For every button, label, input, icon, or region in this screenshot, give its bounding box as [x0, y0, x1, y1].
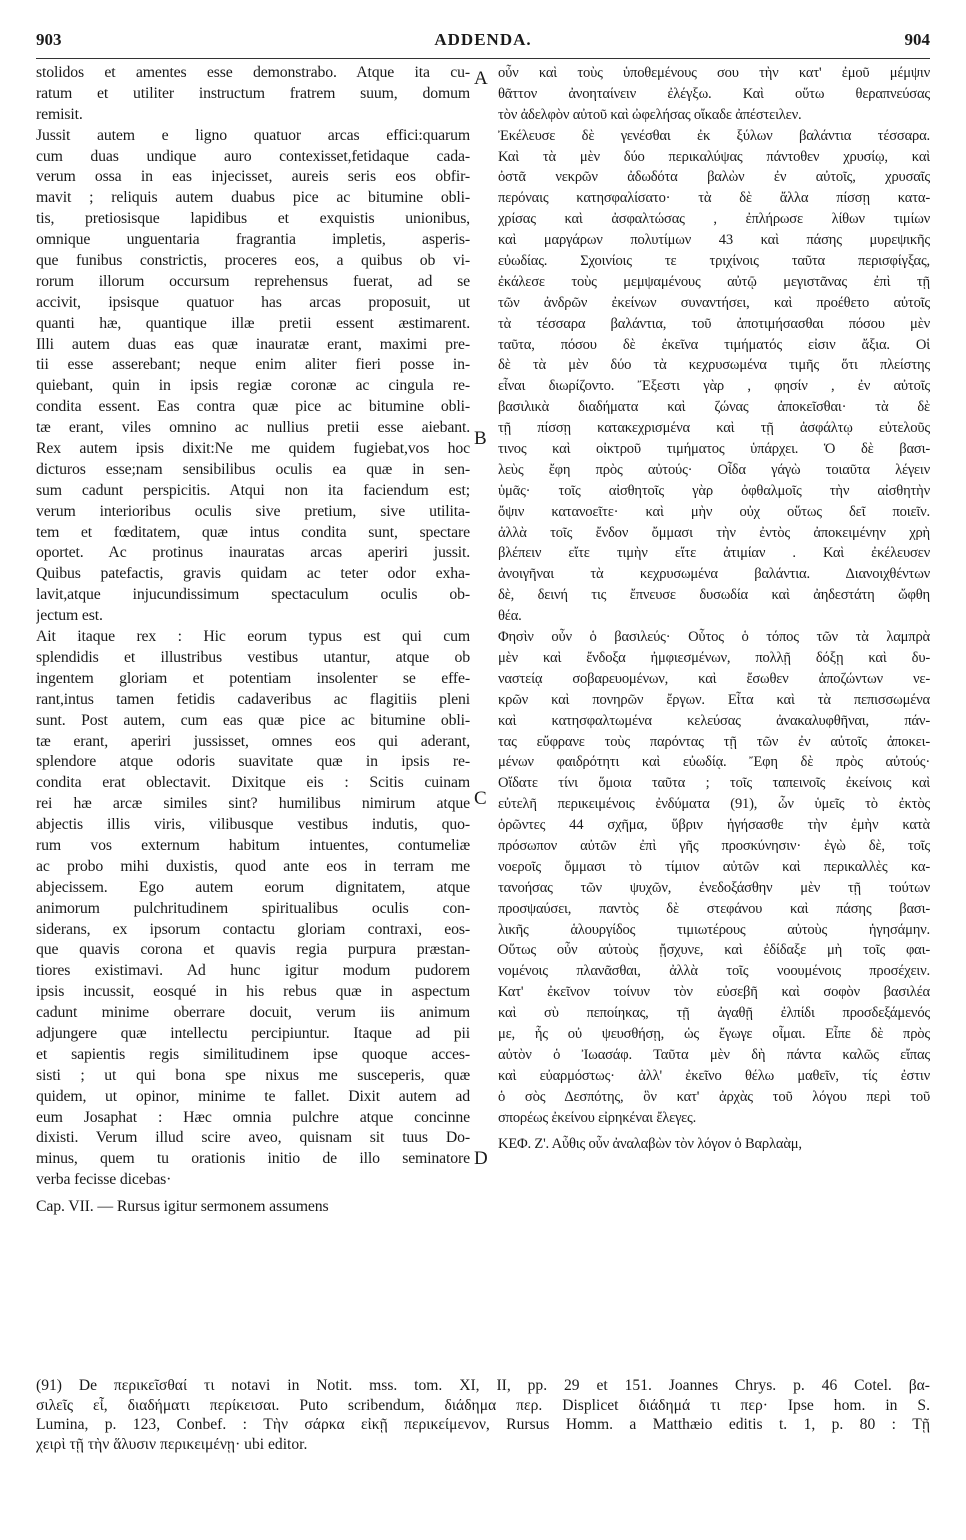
latin-line: rorum illorum occursum reprehensus fuerat, ad se: [36, 272, 470, 290]
greek-line: ταῦτα, πόσου δὲ ἐκεῖνα τιμήματός εἰσιν ἄξια. Οἱ: [498, 336, 930, 353]
latin-column: [36, 63, 470, 1218]
latin-line: tii esse asserebant; neque enim aliter fieri posse in-: [36, 356, 470, 374]
margin-marker-b: B: [474, 428, 487, 449]
margin-marker-d: D: [474, 1148, 488, 1169]
latin-line: splendore atque odoris suavitate quæ in ipsis re-: [36, 753, 470, 771]
greek-line: καὶ κατησφαλτωμένα κελεύσας ἀνακαλυφθῆναι, πάν-: [498, 712, 930, 729]
greek-line: Οὕτως οὖν αὐτοὺς ᾔσχυνε, καὶ ἐδίδαξε μὴ τοῖς φαι-: [498, 942, 930, 959]
greek-line: αὐτὸν ὁ Ἰωασάφ. Ταῦτα μὲν δὴ πάντα καλῶς εἴπας: [498, 1046, 930, 1063]
latin-line: adjungere quæ intellectu percipiuntur. Itaque ad pii: [36, 1024, 470, 1042]
greek-line: τῇ πίσσῃ κατακεχρισμένα καὶ τῇ ἀσφάλτῳ εὐτελοῦς: [498, 420, 930, 437]
latin-line: Ait itaque rex : Hic eorum typus est qui cum: [36, 628, 470, 646]
latin-line: ipsis incussit, eosqué in his rebus quæ in aspectum: [36, 983, 470, 1001]
footnote-line: σιλεῖς εἶ, διαδήματι περίκεισαι. Puto scribendum, διάδημα περ. Displicet διάδημά τι περ· Ipse hom. in S.: [36, 1396, 930, 1414]
greek-line: χρίσας καὶ ἀσφαλτώσας , ἐπλήρωσε λίθων τιμίων: [498, 211, 930, 228]
greek-line: εὐωδίας. Σχοινίοις τε τριχίνοις ταῦτα περισφίγξας,: [498, 253, 930, 270]
latin-line: oportet. Ac protinus inauratas arcas aperiri jussit.: [36, 544, 470, 562]
greek-column: [498, 63, 930, 1155]
latin-line: splendidis et illustribus vestibus utantur, atque ob: [36, 648, 470, 666]
footnote-line: (91) De περικεῖσθαί τι notavi in Notit. mss. tom. XI, II, pp. 29 et 151. Joannes Chrys. p. 46 Cotel. βα-: [36, 1377, 930, 1394]
greek-line: Ἐκέλευσε δὲ γενέσθαι ἐκ ξύλων βαλάντια τέσσαρα.: [498, 127, 930, 144]
greek-line: βλέπειν εἴτε τιμὴν εἴτε ἀτιμίαν . Καὶ ἐκέλευσεν: [498, 545, 930, 562]
latin-line: tæ erant, viles omnino ac nullius pretii esse aiebant.: [36, 419, 470, 437]
latin-line: Cap. VII. — Rursus igitur sermonem assumens: [36, 1198, 329, 1216]
latin-line: tem et fœditatem, quæ intus condita sunt, spectare: [36, 523, 470, 541]
greek-line: ὁρῶντες 44 σχῆμα, ὕβριν ἡγήσασθε τὴν ἐμὴν κατὰ: [498, 817, 930, 834]
latin-line: cadunt minime oberrare docuit, verum iis animum: [36, 1004, 470, 1022]
greek-line: ὑμᾶς· τοῖς αἰσθητοῖς γὰρ ὀφθαλμοῖς τὴν αἰσθητὴν: [498, 482, 930, 499]
latin-line: ac probo mihi duxistis, quod ante eos in terram me: [36, 857, 470, 875]
greek-line: νοεροῖς ὄμμασι τὸ τίμιον αὐτῶν καὶ περικαλλὲς κα-: [498, 858, 930, 875]
greek-line: ὀστᾶ νεκρῶν ἀδωδότα βαλὼν ἐν αὐτοῖς, χρυσαῖς: [498, 169, 930, 186]
greek-line: μένων φαιδρότητι καὶ εὐωδίᾳ. Ἔφη δὲ πρὸς αὐτούς·: [498, 754, 930, 771]
latin-line: Rex autem ipsis dixit:Ne me quidem fugiebat,vos hoc: [36, 440, 470, 458]
greek-line: προσψαύσει, παντὸς δὲ στεφάνου καὶ πάσης βασι-: [498, 900, 930, 917]
latin-line: mavit ; reliquis autem duabus pice ac bitumine obli-: [36, 189, 470, 207]
greek-line: ἀνοιγῆναι τὰ κεχρυσωμένα βαλάντια. Διανοιχθέντων: [498, 566, 930, 583]
latin-line: dicturos esse;nam sensibilibus oculis ea quæ in sen-: [36, 460, 470, 478]
latin-line: remisit.: [36, 105, 83, 123]
greek-line: τας εὔφρανε τοὺς παρόντας τῇ τῶν ἐν αὐτοῖς ἀποκει-: [498, 733, 930, 750]
latin-line: animorum pulchritudinem spiritualibus oculis con-: [36, 899, 470, 917]
latin-line: condita erat oblectavit. Dixitque eis : Scitis cuinam: [36, 774, 470, 792]
page-number-left: 903: [36, 30, 62, 49]
page-header: [36, 30, 930, 58]
latin-line: accivit, ipsisque quatuor has arcas proposuit, ut: [36, 293, 470, 311]
latin-line: tis, pretiosisque lapidibus et exquistis unionibus,: [36, 210, 470, 228]
greek-line: Καὶ τὰ μὲν δύο περικαλύψας πάντοθεν χρυσίῳ, καὶ: [498, 148, 930, 165]
greek-line: ΚΕΦ. Ζ'. Αὖθις οὖν ἀναλαβὼν τὸν λόγον ὁ Βαρλαὰμ,: [498, 1136, 802, 1153]
greek-line: ἐκάλεσε τοὺς μεμψαμένους αὐτῷ μεγιστᾶνας ἐπὶ τῇ: [498, 273, 930, 290]
greek-line: οὖν καὶ τοὺς ὑποθεμένους σου τὴν κατ' ἐμοῦ μέμψιν: [498, 65, 930, 81]
greek-line: Φησὶν οὖν ὁ βασιλεύς· Οὗτος ὁ τόπος τῶν τὰ λαμπρὰ: [498, 629, 930, 646]
greek-line: δὲ τὰ μὲν δύο τὰ κεχρυσωμένα τιμῆς ὅτι πλείστης: [498, 357, 930, 374]
latin-line: que funibus constrictis, proceres eos, a quibus ob vi-: [36, 252, 470, 270]
latin-line: quanti hæ, quantique illæ pretii essent æstimarent.: [36, 314, 470, 332]
latin-line: tæ erant, aperiri jussisset, omnes eos qui aderant,: [36, 732, 470, 750]
footnote-line: Lumina, p. 123, Conbef. : Τὴν σάρκα εἰκῇ περικείμενον, Rursus Homm. a Matthæio editis t. 1, p. 80 : Τῇ: [36, 1416, 930, 1433]
greek-line: τανοήσας τῶν ψυχῶν, ἐνεδοξάσθην μὲν τῇ τούτων: [498, 879, 930, 896]
footnote: [36, 1376, 930, 1454]
greek-line: με, ἧς οὐ ψευσθήσῃ, ὡς ἔγωγε οἶμαι. Εἶπε δὲ πρὸς: [498, 1025, 930, 1042]
greek-line: θᾶττον ἀνοηταίνειν ἐλέγξω. Καὶ οὕτω θεραπνεύσας: [498, 85, 930, 102]
greek-line: πρόσωπον αὐτῶν ἐπὶ γῆς προσκύνησιν· ἐγὼ δὲ, τοῖς: [498, 837, 930, 854]
header-rule: [36, 58, 930, 59]
latin-line: sunt. Post autem, cum eas quæ pice ac bitumine obli-: [36, 711, 470, 729]
latin-line: ingentem gloriam et potentiam insolenter se effe-: [36, 669, 470, 687]
greek-line: θέα.: [498, 608, 522, 625]
latin-line: condita essent. Eas contra quæ pice ac bitumine obli-: [36, 398, 470, 416]
latin-line: ratum et utiliter instructum fratrem suum, domum: [36, 84, 470, 102]
latin-line: minus, quem tu orationis initio de illo seminatore: [36, 1150, 470, 1168]
greek-line: μὲν καὶ ἔνδοξα ἠμφιεσμένων, πολλῇ δόξῃ καὶ δυ-: [498, 649, 930, 666]
latin-line: Illi autem duas eas quæ inauratæ erant, maximi pre-: [36, 335, 470, 353]
greek-line: τὰ τέσσαρα βαλάντια, τοῦ ἀποτιμήσασθαι πόσου μὲν: [498, 315, 930, 332]
greek-line: περόναις κατησφαλίσατο· τὰ δὲ ἄλλα πίσσῃ κατα-: [498, 190, 930, 207]
running-title: ADDENDA.: [434, 30, 532, 49]
latin-line: verba fecisse dicebas·: [36, 1171, 172, 1189]
greek-line: καὶ σὺ πεποίηκας, τῇ ἀγαθῇ ἐλπίδι προσδεξάμενός: [498, 1005, 930, 1022]
latin-line: verum interioribus oculis sive pretium, sive utilita-: [36, 502, 470, 520]
latin-line: siderans, ex ipsorum contactu gloriam contraxi, eos-: [36, 920, 470, 938]
latin-line: Quibus patefactis, gravis quidam ac teter odor exha-: [36, 565, 470, 583]
latin-line: que quavis corona et quavis regia purpura præstan-: [36, 941, 470, 959]
greek-line: Κατ' ἐκεῖνον τοίνυν τὸν εὐσεβῆ καὶ σοφὸν βασιλέα: [498, 984, 930, 1001]
latin-line: tiores existimavi. Ad hunc igitur modum pudorem: [36, 962, 470, 980]
greek-line: λεὺς ἔφη πρὸς αὐτούς· Οἶδα γάγὼ τοιαῦτα λέγειν: [498, 461, 930, 478]
latin-line: abjectis illis viris, vilibusque vestibus indutis, quo-: [36, 816, 470, 834]
latin-line: verum ossa in eas injecisset, aureis seris eos obfir-: [36, 168, 470, 186]
greek-line: τῶν ἀνδρῶν ἐκείνων συναντήσει, καὶ προέθετο αὐτοῖς: [498, 294, 930, 311]
page-number-right: 904: [904, 30, 930, 49]
greek-line: ὄψιν κατανοεῖτε· καὶ μὴν οὐχ οὕτως δεῖ ποιεῖν.: [498, 503, 930, 520]
latin-line: eum Josaphat : Hæc omnia pulchre atque concinne: [36, 1108, 470, 1126]
greek-line: τινος καὶ οἰκτροῦ τιμήματος ὑπάρχει. Ὁ δὲ βασι-: [498, 441, 930, 458]
margin-marker-c: C: [474, 788, 487, 809]
latin-line: et sapientis regis similitudinem ipse quoque acces-: [36, 1045, 470, 1063]
latin-line: rei hæ arcæ similes sint? humilibus nimirum atque: [36, 795, 470, 813]
greek-line: δὲ, δεινή τις ἔπνευσε δυσωδία καὶ ἀηδεστάτη ὤφθη: [498, 587, 930, 604]
margin-marker-a: A: [474, 68, 488, 89]
latin-line: lavit,atque injucundissimum spectaculum oculis ob-: [36, 586, 470, 604]
latin-line: cum duas undique auro contexisset,fetidaque cada-: [36, 147, 470, 165]
greek-line: λικῆς ἁλουργίδος τιμιωτέρους αὐτοὺς ἡγησάμην.: [498, 921, 930, 938]
greek-line: βασιλικὰ διαδήματα καὶ ζώνας ἀποκεῖσθαι· τὰ δὲ: [498, 399, 930, 416]
greek-line: καὶ εὐαρμόστως· ἀλλ' ἐκεῖνο θέλω μαθεῖν, τίς ἐστιν: [498, 1067, 930, 1084]
latin-line: stolidos et amentes esse demonstrabo. Atque ita cu-: [36, 64, 470, 81]
latin-line: abjecissem. Ego autem eorum dignitatem, atque: [36, 878, 470, 896]
greek-line: κρῶν καὶ πονηρῶν ἔργων. Εἶτα καὶ τὰ πεπισσωμένα: [498, 691, 930, 708]
latin-line: quidem, ut opinor, minime te fallet. Dixit autem ad: [36, 1087, 470, 1105]
greek-line: τὸν ἀδελφὸν αὐτοῦ καὶ ὠφελήσας οἴκαδε ἀπέστειλεν.: [498, 106, 802, 123]
greek-line: εἶναι διωρίζοντο. Ἔξεστι γὰρ , φησίν , ἐν αὐτοῖς: [498, 378, 930, 395]
latin-line: rum vos externum habitum intuentes, contumeliæ: [36, 836, 470, 854]
footnote-line: χειρὶ τῇ τὴν ἅλυσιν περικειμένῃ· ubi editor.: [36, 1435, 308, 1453]
greek-line: εὐτελῆ περικειμένοις ἐνδύματα (91), ὧν ὑμεῖς τὸ ἐκτὸς: [498, 796, 930, 813]
greek-line: ἀλλὰ τοῖς ἔνδον ὄμμασι τὴν ἐντὸς ἀποκειμένην χρὴ: [498, 524, 930, 541]
latin-line: sum cadunt perspicitis. Atqui non ita faciendum est;: [36, 481, 470, 499]
latin-line: jectum est.: [36, 607, 103, 625]
greek-line: καὶ μαργάρων πολυτίμων 43 καὶ πάσης μυρεψικῆς: [498, 232, 930, 249]
latin-line: rant,intus tamen fetidis cadaveribus ac flagitiis pleni: [36, 690, 470, 708]
greek-line: ναστείᾳ σοβαρευομένων, καὶ ἔσωθεν ἀποζώντων νε-: [498, 670, 930, 687]
latin-line: sisti ; ut qui bona spe nixus me susceperis, quæ: [36, 1066, 470, 1084]
latin-line: Jussit autem e ligno quatuor arcas effici:quarum: [36, 126, 470, 144]
latin-line: quiebant, quin in ipsis regiæ coronæ ac cingula re-: [36, 377, 470, 395]
greek-line: νομένοις πλανᾶσθαι, ἀλλὰ τοῖς νοουμένοις προσέχειν.: [498, 963, 930, 980]
latin-line: dixisti. Verum illud scire aveo, quisnam sit tuus Do-: [36, 1129, 470, 1147]
greek-line: σπορέως ἐκείνου εἰρηκέναι ἔλεγες.: [498, 1109, 697, 1126]
greek-line: Οἴδατε τίνι ὅμοια ταῦτα ; τοῖς ταπεινοῖς ἐκείνοις καὶ: [498, 775, 930, 792]
latin-line: omnique unguentaria fragrantia impletis, asperis-: [36, 231, 470, 249]
greek-line: ὁ σὸς Δεσπότης, ὃν κατ' ἀρχὰς τοῦ λόγου περὶ τοῦ: [498, 1088, 930, 1105]
